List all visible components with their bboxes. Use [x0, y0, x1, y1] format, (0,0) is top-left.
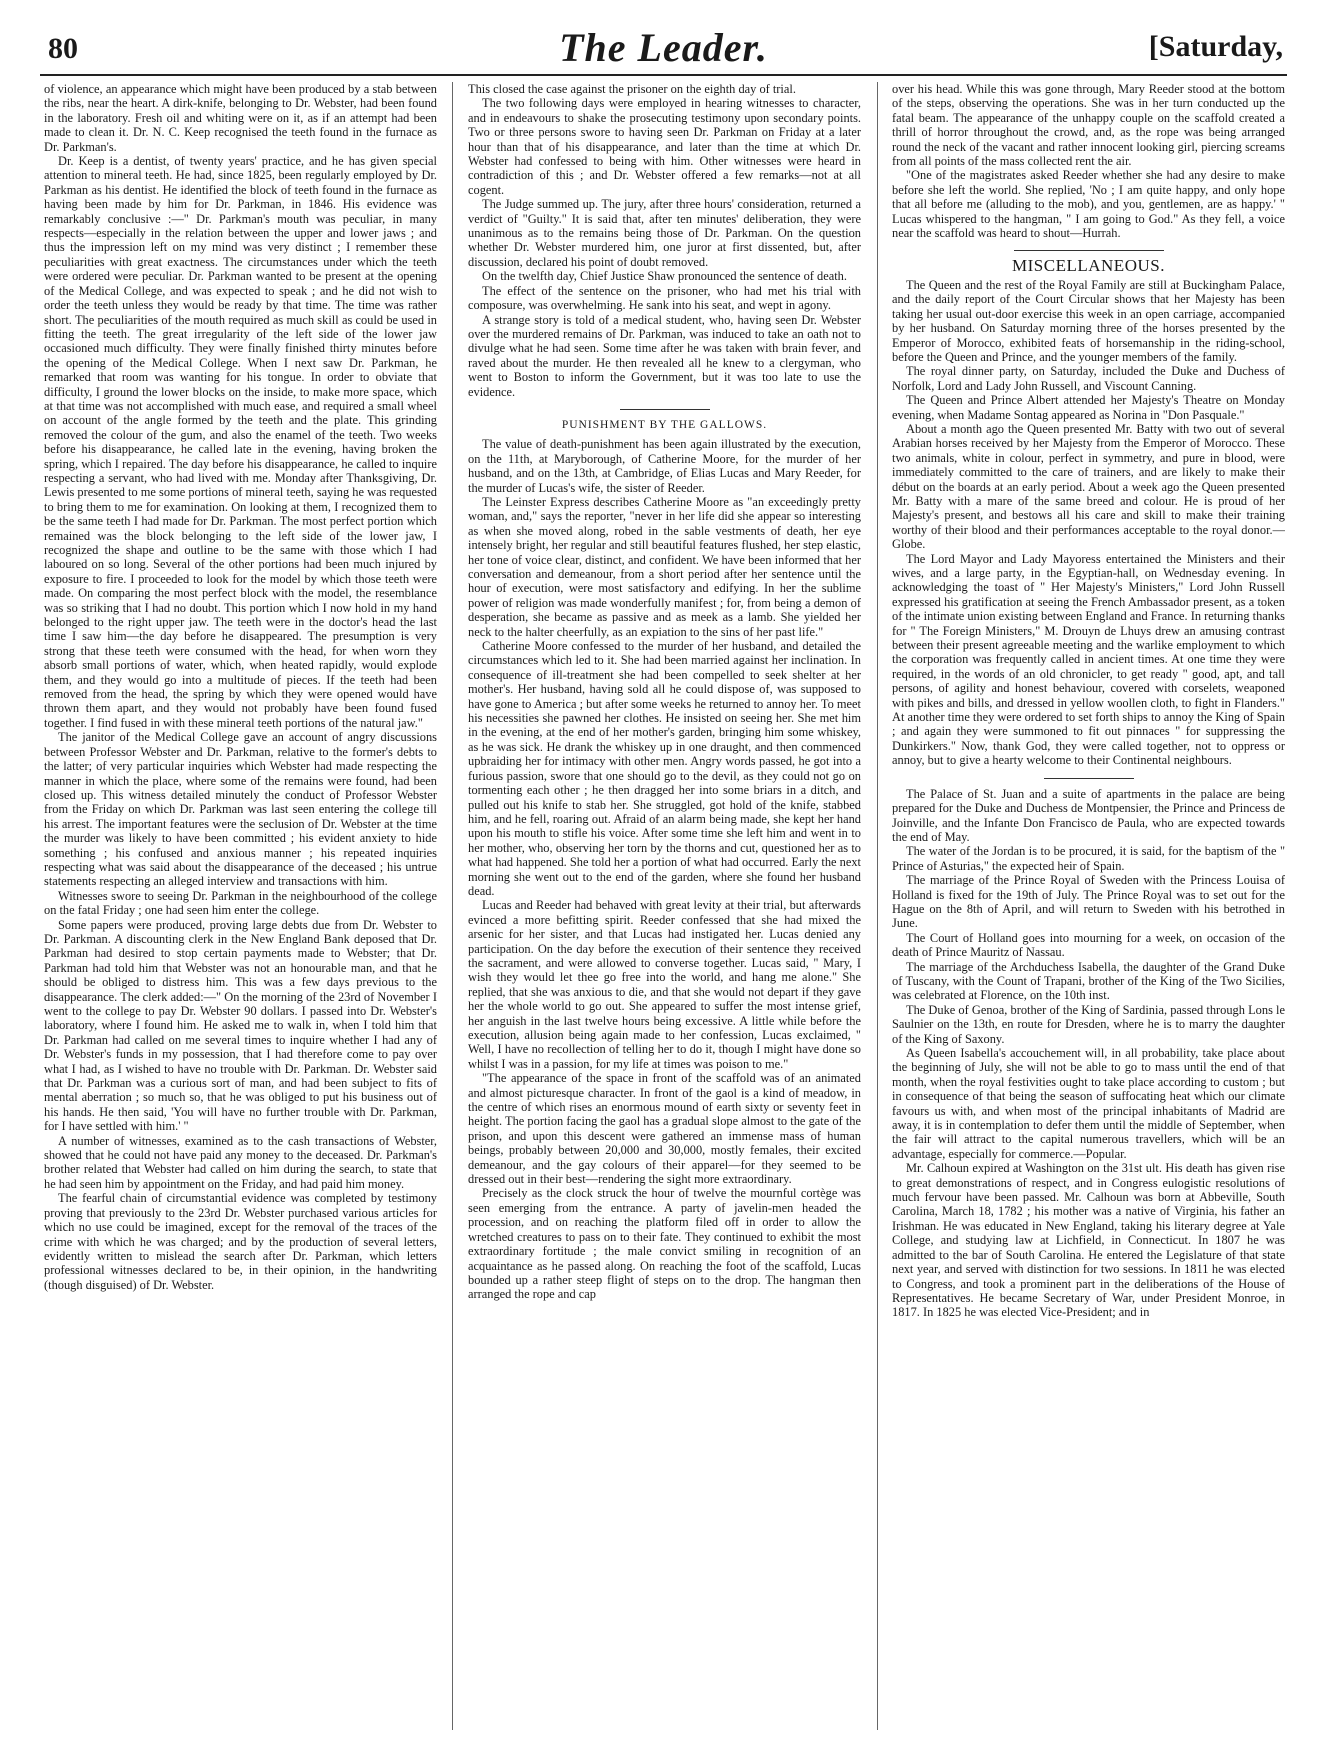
paragraph: Dr. Keep is a dentist, of twenty years' practice, and he has given special attention to mineral teeth. He had, since 1825, been regularly employed by Dr. Parkman as his dentist. He identified the block of teeth found in the furnace as having been made by him for Dr. Parkman, in 1846. His evidence was remarkably conclusive :—" Dr. Parkman's mouth was peculiar, in many respects—especially in the relation between the upper and lower jaws ; and thus the impression left on my mind was very distinct ; I remember these peculiarities with great exactness. The circumstances under which the teeth were ordered were peculiar. Dr. Parkman wanted to be present at the opening of the Medical College, and was expected to speak ; and he did not wish to order the teeth unless they would be ready by that time. The time was rather short. The peculiarities of the mouth required as much skill as could be used in fitting the teeth. The great irregularity of the left side of the lower jaw occasioned much difficulty. They were finally finished thirty minutes before the opening of the Medical College. When I next saw Dr. Parkman, he remarked that room was wanting for his tongue. In order to obviate that difficulty, I ground the lower blocks on the inside, to make more space, which at that time was not accomplished with much ease, and required a small wheel on account of the angle formed by the teeth and the plate. This grinding removed the colour of the gum, and also the enamel of the teeth. Two weeks before his disappearance, he called late in the evening, having broken the spring, which I repaired. The day before his disappearance, he called to inquire respecting a servant, who had lived with me. Monday after Thanksgiving, Dr. Lewis presented to me some portions of mineral teeth, saying he was requested to bring them to me for examination. On looking at them, I recognized them to be the same teeth I had made for Dr. Parkman. The most perfect portion which remained was the block belonging to the left side of the lower jaw, I recognized the shape and outline to be the same with those which I had laboured on so long. Several of the other portions had been much injured by exposure to fire. I proceeded to look for the model by which those teeth were made. On comparing the most perfect block with the model, the resemblance was so striking that I had no doubt. This portion which I now hold in my hand belonged to the right upper jaw. The teeth were in the doctor's head the last time I saw him—the day before he disappeared. The presumption is very strong that these teeth were consumed with the head, for when worn they absorb small portions of water, which, when heated rapidly, would explode them, and they would go into a multitude of pieces. If the teeth had been removed from the head, the spring by which they were opened would have thrown them apart, and they would not probably have been found fused together. I find fused in with these mineral teeth portions of the natural jaw." — [44, 154, 437, 730]
paragraph: Some papers were produced, proving large debts due from Dr. Webster to Dr. Parkman. A discounting clerk in the New England Bank deposed that Dr. Parkman had desired to stop certain payments made to Webster; that Dr. Parkman had told him that Webster was not an honourable man, and that he should be obliged to distress him. This was a few days previous to the disappearance. The clerk added:—" On the morning of the 23rd of November I went to the college to pay Dr. Webster 90 dollars. I passed into Dr. Webster's laboratory, where I found him. He asked me to walk in, when I told him that Dr. Parkman had called on me several times to inquire whether I had any of Dr. Webster's funds in my possession, that I had therefore come to pay over what I had, as I wished to have no trouble with Dr. Parkman. Dr. Webster said that Dr. Parkman was a curious sort of man, and had been subject to fits of mental aberration ; so much so, that he was obliged to put his business out of his hands. He then said, 'You will have no further trouble with Dr. Parkman, for I have settled with him.' " — [44, 917, 437, 1134]
paragraph: Catherine Moore confessed to the murder of her husband, and detailed the circumstances which led to it. She had been married against her inclination. In consequence of ill-treatment she had been compelled to seek shelter at her mother's. Her husband, having sold all he could dispose of, was supposed to have gone to America ; but after some weeks he returned to annoy her. To meet his necessities she pawned her clothes. He insisted on seeing her. She met him in the evening, at the end of her mother's garden, bringing him some whiskey, as he was sick. He drank the whiskey up in one draught, and then commenced upbraiding her for intimacy with other men. Angry words passed, he got into a furious passion, swore that one should go to the devil, as they could not go on tormenting each other ; he then dragged her into some briars in a ditch, and pulled out his knife to stab her. She struggled, got hold of the knife, stabbed him, and he fell, roaring out. Afraid of an alarm being made, she kept her hand upon his mouth to stifle his voice. After some time she left him and went in to her mother, who, observing her torn by the thorns and cut, questioned her as to what had happened. She told her a portion of what had occurred. Early the next morning she went out to the end of the garden, where she found her husband dead. — [468, 639, 861, 898]
paragraph: The marriage of the Prince Royal of Sweden with the Princess Louisa of Holland is fixed for the 19th of July. The Prince Royal was to set out for the Hague on the 8th of April, and will return to Sweden with his betrothed in June. — [892, 873, 1285, 931]
paragraph: About a month ago the Queen presented Mr. Batty with two out of several Arabian horses received by her Majesty from the Emperor of Morocco. These two animals, white in colour, perfect in symmetry, and pure in blood, were immediately committed to the care of trainers, and are likely to make their début on the boards at an early period. About a week ago the Queen presented Mr. Batty with a mare of the same breed and colour. He is proud of her Majesty's present, and bestows all his care and skill to make their training worthy of their blood and their performances acceptable to the royal donor.—Globe. — [892, 421, 1285, 552]
section-rule — [1044, 778, 1134, 779]
paragraph: "The appearance of the space in front of the scaffold was of an animated and almost picturesque character. In front of the gaol is a kind of meadow, in the centre of which rises an enormous mound of earth sixty or seventy feet in height. The portion facing the gaol has a gradual slope almost to the gate of the prison, and upon this descent were gathered an immense mass of human beings, probably between 20,000 and 30,000, mostly females, their excited demeanour, and the gay colours of their apparel—for they seemed to be dressed out in their best—rendering the sight more extraordinary. — [468, 1071, 861, 1187]
masthead — [40, 22, 1287, 76]
paragraph: The Lord Mayor and Lady Mayoress entertained the Ministers and their wives, and a large party, in the Egyptian-hall, on Wednesday evening. In acknowledging the toast of " Her Majesty's Ministers," Lord John Russell expressed his gratification at seeing the French Ambassador present, as a token of the intimate union existing between England and France. In returning thanks for " The Foreign Ministers," M. Drouyn de Lhuys drew an amusing contrast between their present agreeable meeting and the warlike employment to which the corporation was frequently called in ancient times. At one time they were required, in the words of an old chronicler, to get ready " good, apt, and tall persons, of agility and honest behaviour, covered with corselets, weaponed with pikes and bills, and dressed in yellow woollen cloth, to fight in Flanders." At another time they were ordered to set forth ships to annoy the King of Spain ; and again they were summoned to fit out pinnaces " for suppressing the Dunkirkers." Now, thank God, they were called together, not to oppress or annoy, but to give a hearty welcome to their Continental neighbours. — [892, 551, 1285, 768]
paragraph: over his head. While this was gone through, Mary Reeder stood at the bottom of the steps, observing the operations. She was in her turn conducted up the fatal beam. The appearance of the unhappy couple on the scaffold created a thrill of horror throughout the crowd, and, as the rope was being arranged round the neck of the vacant and rather innocent looking girl, piercing screams from all points of the mass collected rent the air. — [892, 82, 1285, 169]
column-middle — [468, 82, 861, 1730]
paragraph: A number of witnesses, examined as to the cash transactions of Webster, showed that he could not have paid any money to the deceased. Dr. Parkman's brother related that Webster had called on him during the search, to state that he had seen him by appointment on the Friday, and had paid him money. — [44, 1133, 437, 1191]
paragraph: A strange story is told of a medical student, who, having seen Dr. Webster over the murdered remains of Dr. Parkman, was induced to take an oath not to divulge what he had seen. Some time after he was taken with brain fever, and raved about the murder. He then revealed all he knew to a clergyman, who went to Boston to inform the Government, but it was too late to use the evidence. — [468, 312, 861, 399]
paragraph: As Queen Isabella's accouchement will, in all probability, take place about the beginning of July, she will not be able to go to mass until the end of that month, when the royal festivities ought to take place according to custom ; but in consequence of that being the season of suffocating heat which our climate favours us with, and when most of the principal inhabitants of Madrid are away, it is in contemplation to defer them until the middle of September, when the fair will attract to the capital numerous travellers, which will be an advantage, especially for commerce.—Popular. — [892, 1046, 1285, 1161]
paragraph: The royal dinner party, on Saturday, included the Duke and Duchess of Norfolk, Lord and Lady John Russell, and Viscount Canning. — [892, 364, 1285, 393]
paragraph: The Queen and Prince Albert attended her Majesty's Theatre on Monday evening, when Madame Sontag appeared as Norina in "Don Pasquale." — [892, 393, 1285, 422]
paragraph: Precisely as the clock struck the hour of twelve the mournful cortège was seen emerging from the entrance. A party of javelin-men headed the procession, and on reaching the platform filed off in order to allow the wretched creatures to pass on to their fate. They continued to exhibit the most extraordinary fortitude ; the male convict smiling in recognition of an acquaintance as he passed along. On reaching the foot of the scaffold, Lucas bounded up a rather steep flight of steps on to the drop. The hangman then arranged the rope and cap — [468, 1186, 861, 1302]
column-divider — [452, 82, 453, 1730]
paragraph: The effect of the sentence on the prisoner, who had met his trial with composure, was overwhelming. He sank into his seat, and wept in agony. — [468, 283, 861, 313]
paragraph: The Leinster Express describes Catherine Moore as "an exceedingly pretty woman, and," says the reporter, "never in her life did she appear so interesting as when she moved along, robed in the sable vestments of death, her eye intensely bright, her regular and still beautiful features flushed, her step elastic, her tone of voice clear, distinct, and confident. We have been informed that her conversation and demeanour, from a short period after her sentence until the hour of execution, were most satisfactory and edifying. In her the sublime power of religion was made wonderfully manifest ; for, from being a demon of desperation, she became as passive and as meek as a lamb. She yielded her neck to the halter cheerfully, as an expiation to the sins of her past life." — [468, 494, 861, 639]
section-heading: MISCELLANEOUS. — [1012, 256, 1165, 276]
paragraph: "One of the magistrates asked Reeder whether she had any desire to make before she left the world. She replied, 'No ; I am quite happy, and only hope that all before me (alluding to the mob), and you, gentlemen, are as happy.' " Lucas whispered to the hangman, " I am going to God." As they fell, a voice near the scaffold was heard to shout—Hurrah. — [892, 168, 1285, 241]
paragraph: The water of the Jordan is to be procured, it is said, for the baptism of the " Prince of Asturias," the expected heir of Spain. — [892, 844, 1285, 873]
section-heading: PUNISHMENT BY THE GALLOWS. — [561, 418, 768, 431]
paragraph: The Judge summed up. The jury, after three hours' consideration, returned a verdict of "Guilty." It is said that, after ten minutes' deliberation, they were unanimous as to the remains being those of Dr. Parkman. On the question whether Dr. Webster murdered him, one juror at first dissented, but, after discussion, declared his point of doubt removed. — [468, 197, 861, 269]
section-rule — [1014, 250, 1164, 251]
paragraph: The Queen and the rest of the Royal Family are still at Buckingham Palace, and the daily report of the Court Circular shows that her Majesty has been taking her usual out-door exercise this week in an open carriage, accompanied by her husband. On Saturday morning three of the horses presented by the Emperor of Morocco, exhibited feats of horsemanship in the riding-school, before the Queen and Prince, and the younger members of the family. — [892, 277, 1285, 364]
page-number: 80 — [48, 32, 78, 65]
paragraph: The Court of Holland goes into mourning for a week, on occasion of the death of Prince Mauritz of Nassau. — [892, 930, 1285, 960]
paragraph: Lucas and Reeder had behaved with great levity at their trial, but afterwards evinced a more befitting spirit. Reeder confessed that she had mixed the arsenic for her sister, and that Lucas had instigated her. Lucas denied any participation. On the day before the execution of their sentence they received the sacrament, and were allowed to converse together. Lucas said, " Mary, I wish they would let thee go free into the world, and hang me alone." She replied, that she was anxious to die, and that she would not depart if they gave her the whole world to go out. She appeared to suffer the most intense grief, her anguish in the last twelve hours being excessive. A little while before the execution, allusion being again made to her confession, Lucas exclaimed, " Well, I have no recollection of telling her to do it, though I might have done so whilst I was in a passion, for my life at times was poison to me." — [468, 898, 861, 1071]
paragraph: The Duke of Genoa, brother of the King of Sardinia, passed through Lons le Saulnier on the 13th, en route for Dresden, where he is to marry the daughter of the King of Saxony. — [892, 1002, 1285, 1046]
paragraph: On the twelfth day, Chief Justice Shaw pronounced the sentence of death. — [482, 269, 847, 284]
paragraph: The janitor of the Medical College gave an account of angry discussions between Professor Webster and Dr. Parkman, relative to the former's debts to the latter; of very particular inquiries which Webster had made respecting the manner in which the place, where some of the remains were found, had been closed up. This witness detailed minutely the conduct of Professor Webster from the Friday on which Dr. Parkman was last seen entering the college till his arrest. The important features were the seclusion of Dr. Webster at the time the murder was likely to have been committed ; his evident anxiety to hide something ; his confused and anxious manner ; his repeated inquiries respecting what was said about the disappearance of the deceased ; his untrue statements respecting an alleged interview and transactions with him. — [44, 730, 437, 889]
paragraph: This closed the case against the prisoner on the eighth day of trial. — [468, 82, 796, 96]
paragraph: of violence, an appearance which might have been produced by a stab between the ribs, near the heart. A dirk-knife, belonging to Dr. Webster, had been found in the laboratory. Fresh oil and whiting were on it, as if an attempt had been made to clean it. Dr. N. C. Keep recognised the teeth found in the furnace as Dr. Parkman's. — [44, 82, 437, 154]
issue-date-label: [Saturday, — [1148, 30, 1283, 63]
column-right — [892, 82, 1285, 1730]
paragraph: The value of death-punishment has been again illustrated by the execution, on the 11th, at Maryborough, of Catherine Moore, for the murder of her husband, and on the 13th, at Cambridge, of Elias Lucas and Mary Reeder, for the murder of Lucas's wife, the sister of Reeder. — [468, 437, 861, 495]
paragraph: Witnesses swore to seeing Dr. Parkman in the neighbourhood of the college on the fatal Friday ; one had seen him enter the college. — [44, 888, 437, 918]
article-columns — [40, 82, 1287, 1730]
column-left — [44, 82, 437, 1730]
paragraph: The marriage of the Archduchess Isabella, the daughter of the Grand Duke of Tuscany, with the Count of Trapani, brother of the King of the Two Sicilies, was celebrated at Florence, on the 10th inst. — [892, 959, 1285, 1003]
newspaper-title: The Leader. — [559, 25, 768, 70]
paragraph: Mr. Calhoun expired at Washington on the 31st ult. His death has given rise to great demonstrations of respect, and in Congress eulogistic resolutions of much fervour have been passed. Mr. Calhoun was born at Abbeville, South Carolina, March 18, 1782 ; his mother was a native of Virginia, his father an Irishman. He was educated in New England, taking his literary degree at Yale College, and studying law at Lichfield, in Connecticut. In 1807 he was admitted to the bar of South Carolina. He entered the Legislature of that state next year, and served with distinction for two sessions. In 1811 he was elected to Congress, and took a prominent part in the deliberations of the House of Representatives. He became Secretary of War, under President Monroe, in 1817. In 1825 he was elected Vice-President; and in — [892, 1161, 1285, 1320]
paragraph: The Palace of St. Juan and a suite of apartments in the palace are being prepared for the Duke and Duchess de Montpensier, the Prince and Princess de Joinville, and the Infante Don Francisco de Paula, who are expected towards the end of May. — [892, 786, 1285, 844]
paragraph: The two following days were employed in hearing witnesses to character, and in endeavours to shake the prosecuting testimony upon secondary points. Two or three persons swore to having seen Dr. Parkman on Friday at a later hour than that of his disappearance, and later than the time at which Dr. Webster had confessed to being with him. Other witnesses were heard in contradiction of this ; and Dr. Webster offered a few remarks—not at all cogent. — [468, 96, 861, 197]
column-divider — [877, 82, 878, 1730]
section-rule — [620, 409, 710, 410]
paragraph: The fearful chain of circumstantial evidence was completed by testimony proving that previously to the 23rd Dr. Webster purchased various articles for which no use could be imagined, except for the removal of the traces of the crime with which he was charged; and by the production of several letters, evidently written to mislead the search after Dr. Parkman, which letters professional witnesses declared to be, in their opinion, in the handwriting (though disguised) of Dr. Webster. — [44, 1191, 437, 1292]
